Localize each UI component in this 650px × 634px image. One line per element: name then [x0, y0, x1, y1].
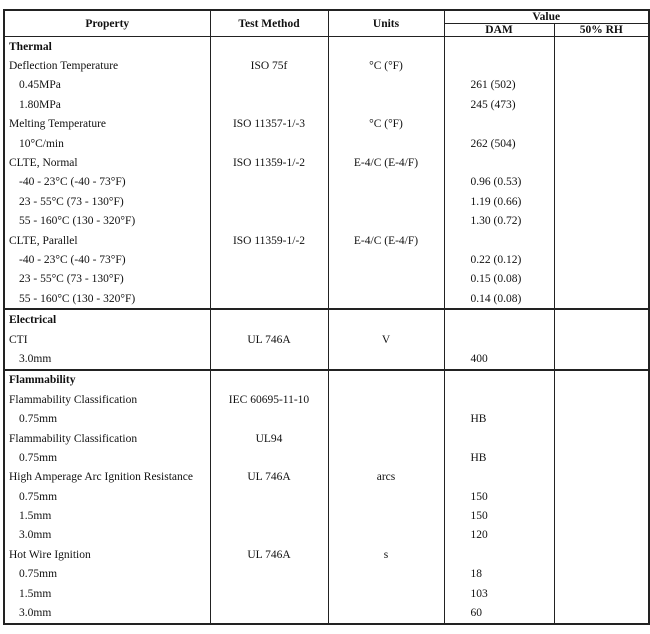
rh-value-cell: [554, 250, 649, 269]
section-title: Flammability: [4, 370, 210, 390]
test-method-cell: [210, 289, 328, 309]
property-cell: 0.75mm: [4, 565, 210, 584]
rh-value-cell: [554, 134, 649, 153]
table-row: [4, 289, 649, 309]
dam-value-cell: [444, 429, 554, 448]
property-cell: 3.0mm: [4, 526, 210, 545]
test-method-cell: [210, 506, 328, 525]
units-cell: °C (°F): [328, 115, 444, 134]
empty-cell: [554, 309, 649, 329]
property-cell: CLTE, Parallel: [4, 231, 210, 250]
dam-value-cell: HB: [444, 409, 554, 428]
test-method-cell: UL 746A: [210, 468, 328, 487]
test-method-cell: ISO 11359-1/-2: [210, 231, 328, 250]
empty-cell: [328, 309, 444, 329]
table-row: [4, 330, 649, 349]
rh-value-cell: [554, 76, 649, 95]
dam-value-cell: [444, 56, 554, 75]
table-row: [4, 250, 649, 269]
units-cell: [328, 289, 444, 309]
property-cell: Deflection Temperature: [4, 56, 210, 75]
dam-value-cell: 60: [444, 603, 554, 623]
section-title: Electrical: [4, 309, 210, 329]
property-cell: 1.5mm: [4, 584, 210, 603]
dam-value-cell: 0.14 (0.08): [444, 289, 554, 309]
table-row: [4, 76, 649, 95]
empty-cell: [444, 309, 554, 329]
header-50-rh: 50% RH: [554, 24, 649, 37]
test-method-cell: [210, 270, 328, 289]
rh-value-cell: [554, 231, 649, 250]
table-row: [4, 603, 649, 623]
table-row: [4, 506, 649, 525]
units-cell: [328, 212, 444, 231]
dam-value-cell: 400: [444, 349, 554, 369]
rh-value-cell: [554, 115, 649, 134]
test-method-cell: UL 746A: [210, 330, 328, 349]
units-cell: [328, 584, 444, 603]
table-row: [4, 468, 649, 487]
dam-value-cell: [444, 115, 554, 134]
table-row: [4, 390, 649, 409]
table-row: [4, 487, 649, 506]
empty-cell: [328, 37, 444, 57]
dam-value-cell: [444, 390, 554, 409]
table-row: [4, 349, 649, 369]
rh-value-cell: [554, 390, 649, 409]
header-test-method: Test Method: [210, 10, 328, 37]
empty-cell: [210, 370, 328, 390]
test-method-cell: [210, 526, 328, 545]
rh-value-cell: [554, 429, 649, 448]
section-title: Thermal: [4, 37, 210, 57]
header-property: Property: [4, 10, 210, 37]
test-method-cell: [210, 173, 328, 192]
table-row: [4, 584, 649, 603]
units-cell: [328, 76, 444, 95]
rh-value-cell: [554, 487, 649, 506]
section-header-row: [4, 370, 649, 390]
rh-value-cell: [554, 526, 649, 545]
rh-value-cell: [554, 95, 649, 114]
empty-cell: [210, 309, 328, 329]
empty-cell: [444, 37, 554, 57]
property-cell: 3.0mm: [4, 349, 210, 369]
empty-cell: [554, 37, 649, 57]
table-row: [4, 212, 649, 231]
property-cell: Flammability Classification: [4, 429, 210, 448]
rh-value-cell: [554, 330, 649, 349]
table-row: [4, 56, 649, 75]
table-row: [4, 95, 649, 114]
table-row: [4, 231, 649, 250]
empty-cell: [210, 37, 328, 57]
rh-value-cell: [554, 289, 649, 309]
rh-value-cell: [554, 192, 649, 211]
property-cell: Hot Wire Ignition: [4, 545, 210, 564]
table-row: [4, 526, 649, 545]
units-cell: [328, 603, 444, 623]
property-cell: 3.0mm: [4, 603, 210, 623]
test-method-cell: ISO 11357-1/-3: [210, 115, 328, 134]
units-cell: [328, 349, 444, 369]
property-cell: 23 - 55°C (73 - 130°F): [4, 270, 210, 289]
rh-value-cell: [554, 565, 649, 584]
property-cell: 55 - 160°C (130 - 320°F): [4, 212, 210, 231]
units-cell: [328, 95, 444, 114]
section-header-row: [4, 37, 649, 57]
rh-value-cell: [554, 603, 649, 623]
table-row: [4, 448, 649, 467]
property-cell: -40 - 23°C (-40 - 73°F): [4, 173, 210, 192]
empty-cell: [554, 370, 649, 390]
dam-value-cell: 150: [444, 487, 554, 506]
property-cell: 10°C/min: [4, 134, 210, 153]
property-cell: 0.75mm: [4, 487, 210, 506]
header-dam: DAM: [444, 24, 554, 37]
units-cell: °C (°F): [328, 56, 444, 75]
property-cell: CTI: [4, 330, 210, 349]
dam-value-cell: 261 (502): [444, 76, 554, 95]
dam-value-cell: [444, 153, 554, 172]
rh-value-cell: [554, 545, 649, 564]
dam-value-cell: 262 (504): [444, 134, 554, 153]
rh-value-cell: [554, 468, 649, 487]
units-cell: [328, 192, 444, 211]
units-cell: s: [328, 545, 444, 564]
units-cell: [328, 173, 444, 192]
table-row: [4, 134, 649, 153]
units-cell: V: [328, 330, 444, 349]
rh-value-cell: [554, 506, 649, 525]
test-method-cell: UL 746A: [210, 545, 328, 564]
properties-table: [3, 9, 650, 625]
property-cell: 1.80MPa: [4, 95, 210, 114]
property-cell: High Amperage Arc Ignition Resistance: [4, 468, 210, 487]
rh-value-cell: [554, 270, 649, 289]
test-method-cell: [210, 95, 328, 114]
units-cell: [328, 390, 444, 409]
rh-value-cell: [554, 173, 649, 192]
dam-value-cell: 1.30 (0.72): [444, 212, 554, 231]
test-method-cell: [210, 349, 328, 369]
header-units: Units: [328, 10, 444, 37]
test-method-cell: UL94: [210, 429, 328, 448]
test-method-cell: [210, 409, 328, 428]
rh-value-cell: [554, 212, 649, 231]
table-body: [4, 37, 649, 624]
test-method-cell: [210, 212, 328, 231]
property-cell: CLTE, Normal: [4, 153, 210, 172]
dam-value-cell: [444, 330, 554, 349]
dam-value-cell: 103: [444, 584, 554, 603]
test-method-cell: [210, 448, 328, 467]
property-cell: 0.75mm: [4, 448, 210, 467]
units-cell: [328, 270, 444, 289]
dam-value-cell: 0.96 (0.53): [444, 173, 554, 192]
table-row: [4, 192, 649, 211]
test-method-cell: [210, 565, 328, 584]
units-cell: E-4/C (E-4/F): [328, 231, 444, 250]
property-cell: 23 - 55°C (73 - 130°F): [4, 192, 210, 211]
units-cell: [328, 487, 444, 506]
rh-value-cell: [554, 409, 649, 428]
property-cell: -40 - 23°C (-40 - 73°F): [4, 250, 210, 269]
table-row: [4, 545, 649, 564]
table-row: [4, 429, 649, 448]
units-cell: [328, 526, 444, 545]
table-row: [4, 409, 649, 428]
test-method-cell: [210, 76, 328, 95]
test-method-cell: [210, 250, 328, 269]
dam-value-cell: [444, 545, 554, 564]
property-cell: Flammability Classification: [4, 390, 210, 409]
property-cell: 55 - 160°C (130 - 320°F): [4, 289, 210, 309]
empty-cell: [444, 370, 554, 390]
test-method-cell: [210, 603, 328, 623]
dam-value-cell: 18: [444, 565, 554, 584]
table-row: [4, 270, 649, 289]
units-cell: [328, 565, 444, 584]
dam-value-cell: 150: [444, 506, 554, 525]
units-cell: [328, 134, 444, 153]
test-method-cell: [210, 192, 328, 211]
units-cell: [328, 250, 444, 269]
dam-value-cell: [444, 468, 554, 487]
dam-value-cell: 245 (473): [444, 95, 554, 114]
rh-value-cell: [554, 153, 649, 172]
units-cell: [328, 409, 444, 428]
property-cell: Melting Temperature: [4, 115, 210, 134]
header-value: Value: [444, 10, 649, 24]
dam-value-cell: 120: [444, 526, 554, 545]
units-cell: arcs: [328, 468, 444, 487]
rh-value-cell: [554, 584, 649, 603]
test-method-cell: ISO 75f: [210, 56, 328, 75]
test-method-cell: ISO 11359-1/-2: [210, 153, 328, 172]
rh-value-cell: [554, 56, 649, 75]
dam-value-cell: 1.19 (0.66): [444, 192, 554, 211]
units-cell: [328, 448, 444, 467]
units-cell: [328, 429, 444, 448]
test-method-cell: [210, 487, 328, 506]
table-row: [4, 173, 649, 192]
section-header-row: [4, 309, 649, 329]
dam-value-cell: 0.22 (0.12): [444, 250, 554, 269]
table-row: [4, 565, 649, 584]
units-cell: E-4/C (E-4/F): [328, 153, 444, 172]
table-row: [4, 153, 649, 172]
property-cell: 0.45MPa: [4, 76, 210, 95]
dam-value-cell: 0.15 (0.08): [444, 270, 554, 289]
test-method-cell: [210, 134, 328, 153]
test-method-cell: IEC 60695-11-10: [210, 390, 328, 409]
test-method-cell: [210, 584, 328, 603]
empty-cell: [328, 370, 444, 390]
rh-value-cell: [554, 448, 649, 467]
units-cell: [328, 506, 444, 525]
dam-value-cell: HB: [444, 448, 554, 467]
table-row: [4, 115, 649, 134]
property-cell: 0.75mm: [4, 409, 210, 428]
dam-value-cell: [444, 231, 554, 250]
property-cell: 1.5mm: [4, 506, 210, 525]
rh-value-cell: [554, 349, 649, 369]
